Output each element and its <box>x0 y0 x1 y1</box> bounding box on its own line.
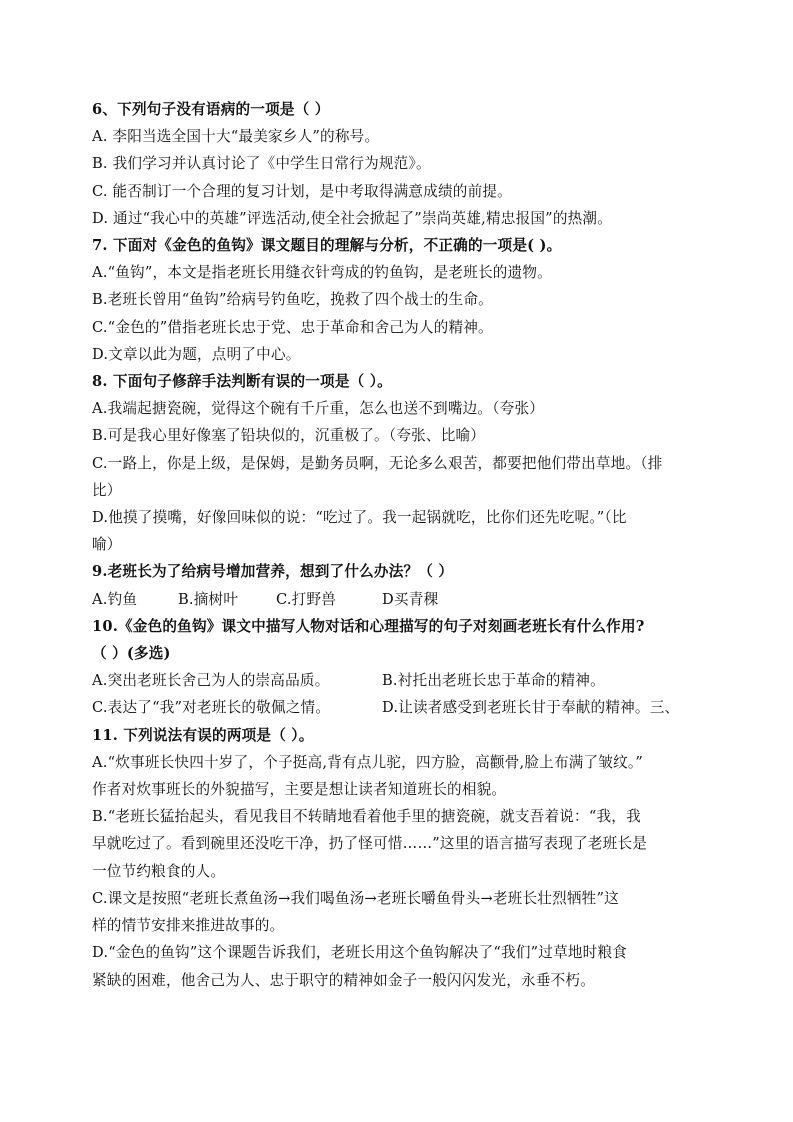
question-10-row-1 <box>92 667 712 694</box>
question-10-stem-cont: （ ）(多选) <box>92 645 171 663</box>
question-11-option-d: D.“金色的鱼钩”这个课题告诉我们，老班长用这个鱼钩解决了“我们”过草地时粮食 <box>92 944 628 962</box>
question-7-stem: 7. 下面对《金色的鱼钩》课文题目的理解与分析，不正确的一项是( )。 <box>92 237 562 255</box>
question-6-stem: 6、下列句子没有语病的一项是（ ） <box>92 101 330 118</box>
question-8-option-a: A.我端起搪瓷碗，觉得这个碗有千斤重，怎么也送不到嘴边。（夸张） <box>92 400 545 418</box>
question-6-option-b: B. 我们学习并认真讨论了《中学生日常行为规范》。 <box>92 155 431 173</box>
question-11-option-b-cont-2: 一位节约粮食的人。 <box>92 862 226 880</box>
question-8-option-c: C.一路上，你是上级，是保姆，是勤务员啊，无论多么艰苦，都要把他们带出草地。（排 <box>92 454 663 472</box>
question-8-option-b: B.可是我心里好像塞了铅块似的，沉重极了。（夸张、比喻） <box>92 427 486 445</box>
question-11-option-a-cont: 作者对炊事班长的外貌描写，主要是想让读者知道班长的相貌。 <box>92 781 507 799</box>
question-10-option-d: D.让读者感受到老班长甘于奉献的精神。三、 <box>382 699 680 717</box>
question-9-stem: 9.老班长为了给病号增加营养，想到了什么办法？（ ） <box>92 563 454 581</box>
question-8-option-c-cont: 比） <box>92 481 122 499</box>
question-10-stem: 10.《金色的鱼钩》课文中描写人物对话和心理描写的句子对刻画老班长有什么作用? <box>92 617 645 635</box>
question-9-choices <box>92 586 712 613</box>
question-8-option-d: D.他摸了摸嘴，好像回味似的说：“吃过了。我一起锅就吃，比你们还先吃呢。”（比 <box>92 509 627 527</box>
question-7-option-d: D.文章以此为题，点明了中心。 <box>92 345 301 363</box>
question-11-option-d-cont: 紧缺的困难，他舍己为人、忠于职守的精神如金子一般闪闪发光，永垂不朽。 <box>92 971 595 989</box>
question-10-option-a: A.突出老班长舍己为人的崇高品质。 <box>92 672 330 690</box>
question-11-option-c-cont: 样的情节安排来推进故事的。 <box>92 917 285 935</box>
question-7-option-a: A.“鱼钩”，本文是指老班长用缝衣针弯成的钓鱼钩，是老班长的遗物。 <box>92 264 552 282</box>
question-10-option-c: C.表达了“我”对老班长的敬佩之情。 <box>92 699 331 717</box>
question-11-option-a: A.“炊事班长快四十岁了，个子挺高,背有点儿驼，四方脸，高颧骨,脸上布满了皱纹。” <box>92 753 644 771</box>
question-7-option-c: C.“金色的”借指老班长忠于党、忠于革命和舍己为人的精神。 <box>92 318 493 336</box>
question-10-row-2 <box>92 694 712 721</box>
question-6-option-a: A. 李阳当选全国十大“最美家乡人”的称号。 <box>92 128 380 146</box>
question-8-stem: 8. 下面句子修辞手法判断有误的一项是（ ）。 <box>92 373 392 391</box>
question-9-choice-c: C.打野兽 <box>276 590 337 608</box>
question-9-choice-a: A.钓鱼 <box>92 590 138 608</box>
question-11-option-b: B.“老班长猛抬起头，看见我目不转睛地看着他手里的搪瓷碗，就支吾着说：“我，我 <box>92 808 641 826</box>
question-10-option-b: B.衬托出老班长忠于革命的精神。 <box>382 672 605 690</box>
question-9-choice-d: D买青稞 <box>382 590 439 608</box>
question-6-option-d: D. 通过“我心中的英雄”评选活动,使全社会掀起了”崇尚英雄,精忠报国”的热潮。 <box>92 209 612 227</box>
worksheet-page <box>92 96 712 994</box>
question-11-stem: 11. 下列说法有误的两项是（ ）。 <box>92 726 314 744</box>
question-6-option-c: C. 能否制订一个合理的复习计划，是中考取得满意成绩的前提。 <box>92 182 512 200</box>
question-9-choice-b: B.摘树叶 <box>178 590 239 608</box>
question-11-option-c: C.课文是按照“老班长煮鱼汤→我们喝鱼汤→老班长嚼鱼骨头→老班长壮烈牺牲”这 <box>92 889 619 907</box>
question-8-option-d-cont: 喻） <box>92 536 122 554</box>
question-7-option-b: B.老班长曾用“鱼钩”给病号钓鱼吃，挽救了四个战士的生命。 <box>92 291 493 309</box>
question-11-option-b-cont-1: 早就吃过了。看到碗里还没吃干净，扔了怪可惜……”这里的语言描写表现了老班长是 <box>92 835 648 853</box>
